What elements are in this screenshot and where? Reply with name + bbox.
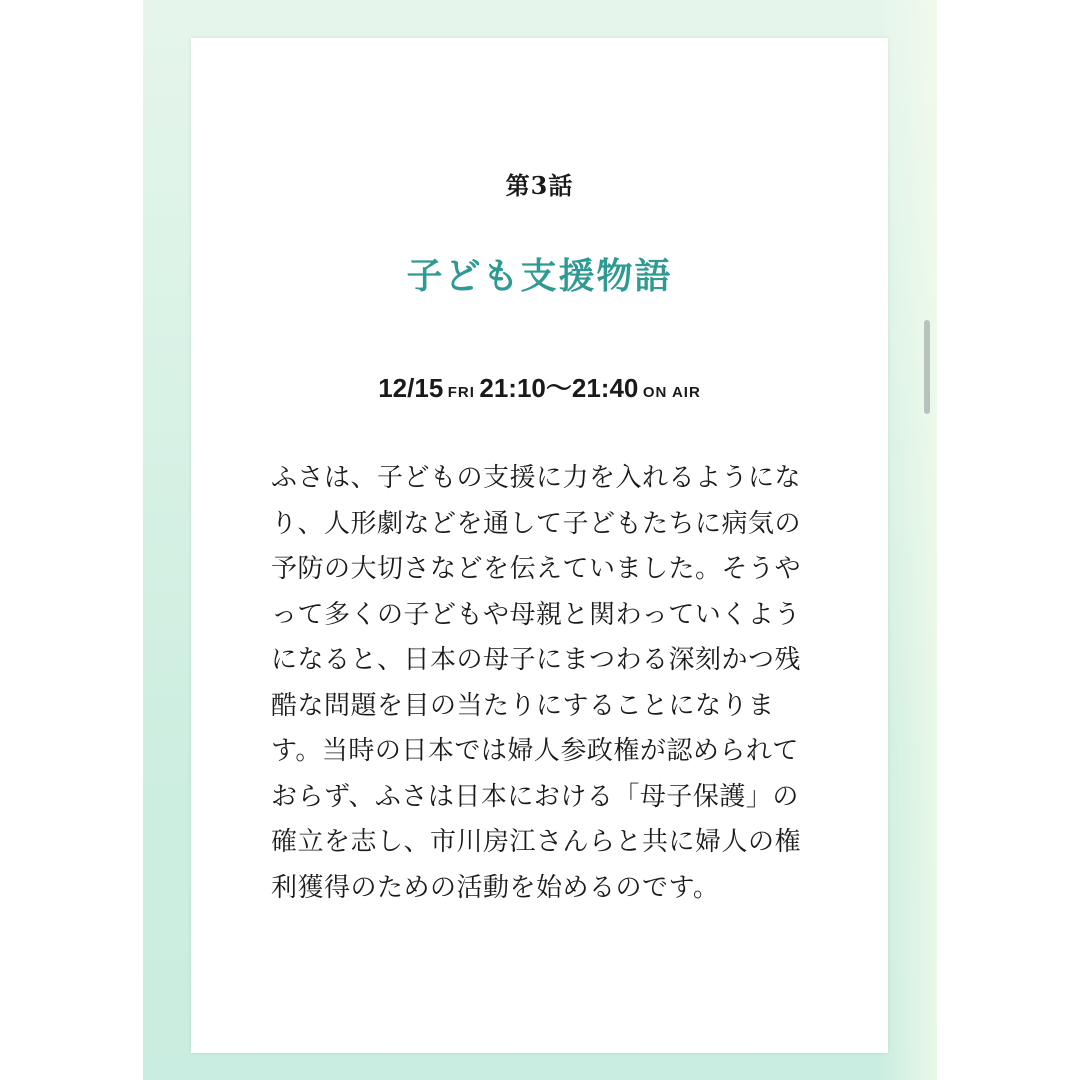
episode-number: 第3話: [505, 171, 574, 200]
scrollbar-thumb[interactable]: [924, 320, 930, 414]
episode-card: [191, 38, 888, 1053]
synopsis-text: ふさは、子どもの支援に力を入れるようになり、人形劇などを通して子どもたちに病気の予防の大切さなどを伝えていました。そうやって多くの子どもや母親と関わっていくようになると、日本の母子にまつわる深刻かつ残酷な問題を目の当たりにすることになります。当時の日本では婦人参政権が認められておらず、ふさは日本における「母子保護」の確立を志し、市川房江さんらと共に婦人の権利獲得のための活動を始めるのです。: [271, 463, 802, 903]
phone-screen: [143, 0, 937, 1080]
episode-title: 子ども支援物語: [406, 255, 673, 297]
broadcast-status: ON AIR: [642, 384, 701, 401]
broadcast-info: [191, 368, 888, 405]
broadcast-day: FRI: [447, 384, 475, 401]
broadcast-date: 12/15: [378, 373, 444, 403]
broadcast-time: 21:10〜21:40: [479, 373, 639, 403]
